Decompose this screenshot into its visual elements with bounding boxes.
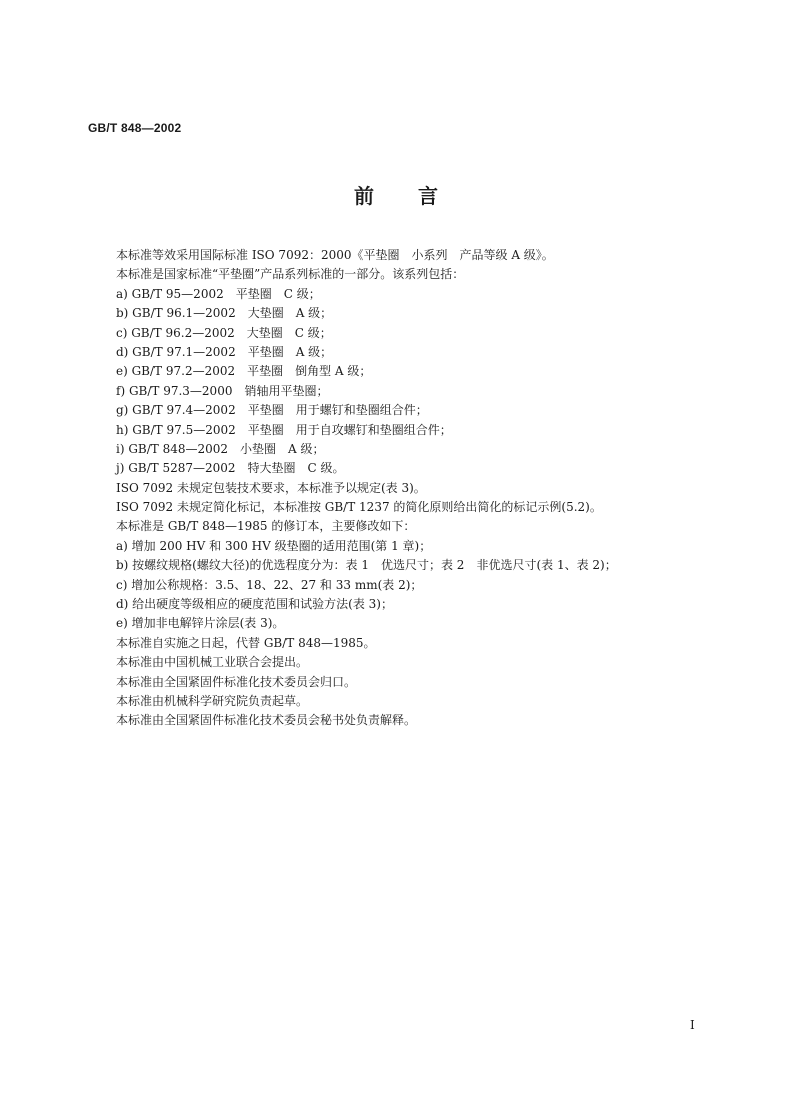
body-line: 本标准由全国紧固件标准化技术委员会秘书处负责解释。: [116, 713, 417, 728]
body-line: d) 给出硬度等级相应的硬度范围和试验方法(表 3)；: [116, 597, 393, 612]
preface-body: [116, 246, 716, 731]
body-line: d) GB/T 97.1—2002 平垫圈 A 级；: [116, 344, 333, 359]
body-line: 本标准自实施之日起，代替 GB/T 848—1985。: [116, 635, 376, 650]
body-line: 本标准是 GB/T 848—1985 的修订本，主要修改如下：: [116, 519, 416, 534]
page-number: I: [690, 1018, 695, 1032]
body-line: ISO 7092 未规定包装技术要求，本标准予以规定(表 3)。: [116, 480, 426, 495]
document-code: GB/T 848—2002: [88, 121, 182, 135]
body-line: 本标准由全国紧固件标准化技术委员会归口。: [116, 674, 357, 689]
body-line: h) GB/T 97.5—2002 平垫圈 用于自攻螺钉和垫圈组合件；: [116, 422, 452, 437]
body-line: 本标准是国家标准“平垫圈”产品系列标准的一部分。该系列包括：: [116, 267, 465, 282]
body-line: 本标准等效采用国际标准 ISO 7092：2000《平垫圈 小系列 产品等级 A 级》。: [116, 248, 554, 262]
body-line: e) GB/T 97.2—2002 平垫圈 倒角型 A 级；: [116, 364, 372, 379]
body-line: g) GB/T 97.4—2002 平垫圈 用于螺钉和垫圈组合件；: [116, 403, 428, 418]
body-line: c) GB/T 96.2—2002 大垫圈 C 级；: [116, 325, 332, 340]
body-line: i) GB/T 848—2002 小垫圈 A 级；: [116, 441, 325, 456]
body-line: 本标准由中国机械工业联合会提出。: [116, 655, 309, 670]
body-line: ISO 7092 未规定简化标记，本标准按 GB/T 1237 的简化原则给出简化的标记示例(5.2)。: [116, 500, 602, 515]
body-line: b) GB/T 96.1—2002 大垫圈 A 级；: [116, 306, 333, 321]
body-line: a) GB/T 95—2002 平垫圈 C 级；: [116, 286, 321, 301]
body-line: a) 增加 200 HV 和 300 HV 级垫圈的适用范围(第 1 章)；: [116, 538, 432, 553]
body-line: e) 增加非电解锌片涂层(表 3)。: [116, 616, 285, 631]
body-line: b) 按螺纹规格(螺纹大径)的优选程度分为：表 1 优选尺寸；表 2 非优选尺寸(表 1、表 2)；: [116, 558, 617, 573]
body-line: c) 增加公称规格：3.5、18、22、27 和 33 mm(表 2)；: [116, 577, 423, 592]
page-title: 前言: [354, 184, 482, 208]
body-line: j) GB/T 5287—2002 特大垫圈 C 级。: [116, 461, 345, 476]
body-line: f) GB/T 97.3—2000 销轴用平垫圈；: [116, 383, 329, 398]
body-line: 本标准由机械科学研究院负责起草。: [116, 693, 309, 708]
